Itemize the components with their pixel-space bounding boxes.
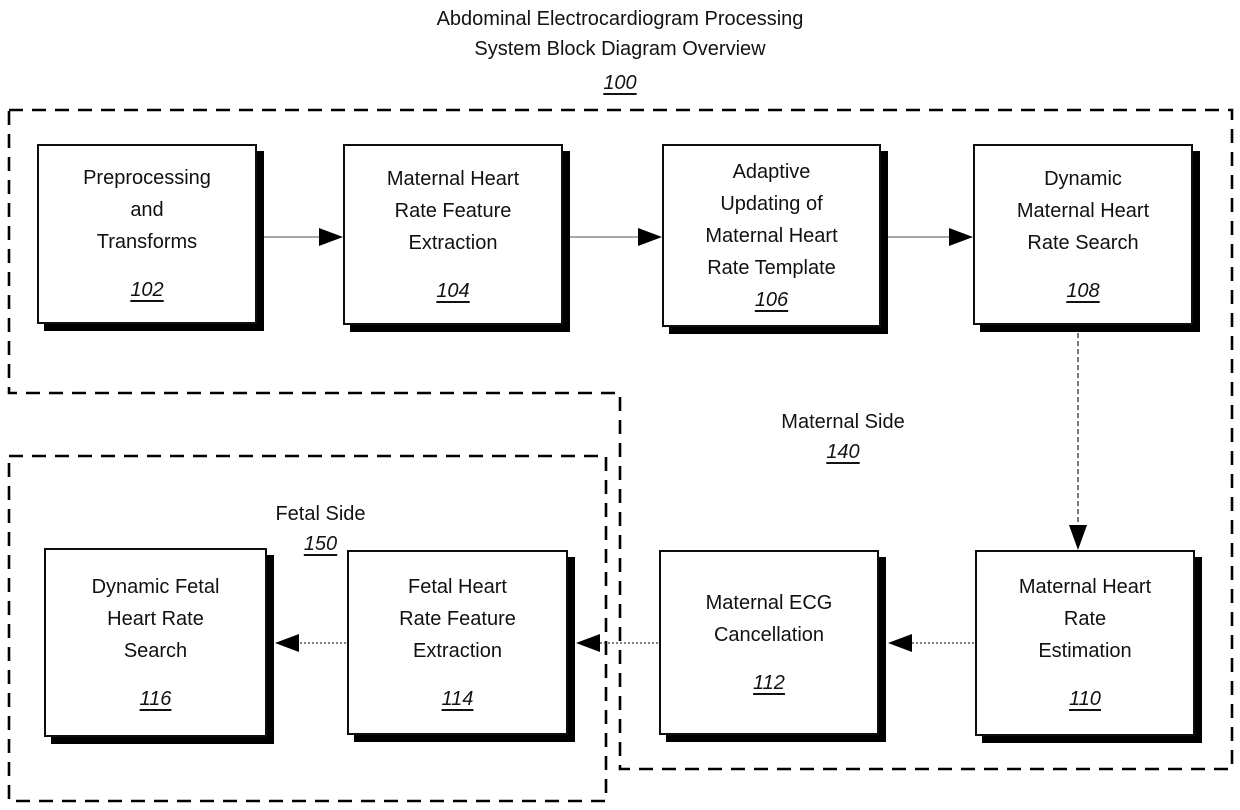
maternal-side-ref-140: 140 (826, 441, 860, 463)
block-102-ref: 102 (130, 279, 164, 301)
block-106-text: Adaptive Updating of Maternal Heart Rate Template (705, 160, 838, 279)
fetal-side-label-text: Fetal Side (275, 503, 366, 525)
block-102-text: Preprocessing and Transforms (83, 167, 211, 253)
fetal-side-ref-150: 150 (303, 533, 338, 555)
block-104-text: Maternal Heart Rate Feature Extraction (386, 167, 520, 254)
arrow-112-to-114 (576, 634, 658, 652)
block-dynamic-fetal-hr-search (44, 548, 267, 737)
block-108-ref: 108 (1066, 279, 1100, 302)
block-106-ref: 106 (754, 288, 789, 311)
maternal-side-label-text: Maternal Side (781, 411, 905, 433)
block-110-ref: 110 (1069, 688, 1101, 710)
arrow-104-to-106 (570, 228, 662, 246)
block-fetal-hr-feature-extraction (347, 550, 568, 735)
arrow-102-to-104 (261, 228, 343, 246)
figure-title-line2: System Block Diagram Overview (474, 38, 766, 60)
figure-title (320, 4, 920, 98)
block-maternal-hr-feature-extraction (343, 144, 563, 325)
figure-title-line1: Abdominal Electrocardiogram Processing (436, 8, 804, 30)
block-108-text: Dynamic Maternal Heart Rate Search (1016, 167, 1150, 254)
block-114-text: Fetal Heart Rate Feature Extraction (399, 575, 516, 662)
block-dynamic-maternal-hr-search (973, 144, 1193, 325)
block-110-text: Maternal Heart Rate Estimation (1018, 576, 1152, 662)
block-116-text: Dynamic Fetal Heart Rate Search (91, 575, 220, 662)
block-114-ref: 114 (441, 687, 474, 710)
arrow-114-to-116 (275, 634, 346, 652)
maternal-side-label (743, 408, 943, 466)
block-112-text: Maternal ECG Cancellation (705, 591, 833, 646)
block-112-ref: 112 (753, 671, 785, 694)
block-maternal-ecg-cancellation (659, 550, 879, 735)
block-adaptive-updating-template (662, 144, 881, 327)
block-104-ref: 104 (436, 279, 470, 302)
block-maternal-hr-estimation (975, 550, 1195, 736)
arrow-108-to-110 (1069, 333, 1087, 550)
block-preprocessing-transforms (37, 144, 257, 324)
figure-ref-100: 100 (603, 72, 637, 94)
arrow-106-to-108 (888, 228, 973, 246)
arrow-110-to-112 (888, 634, 974, 652)
block-116-ref: 116 (139, 687, 172, 710)
